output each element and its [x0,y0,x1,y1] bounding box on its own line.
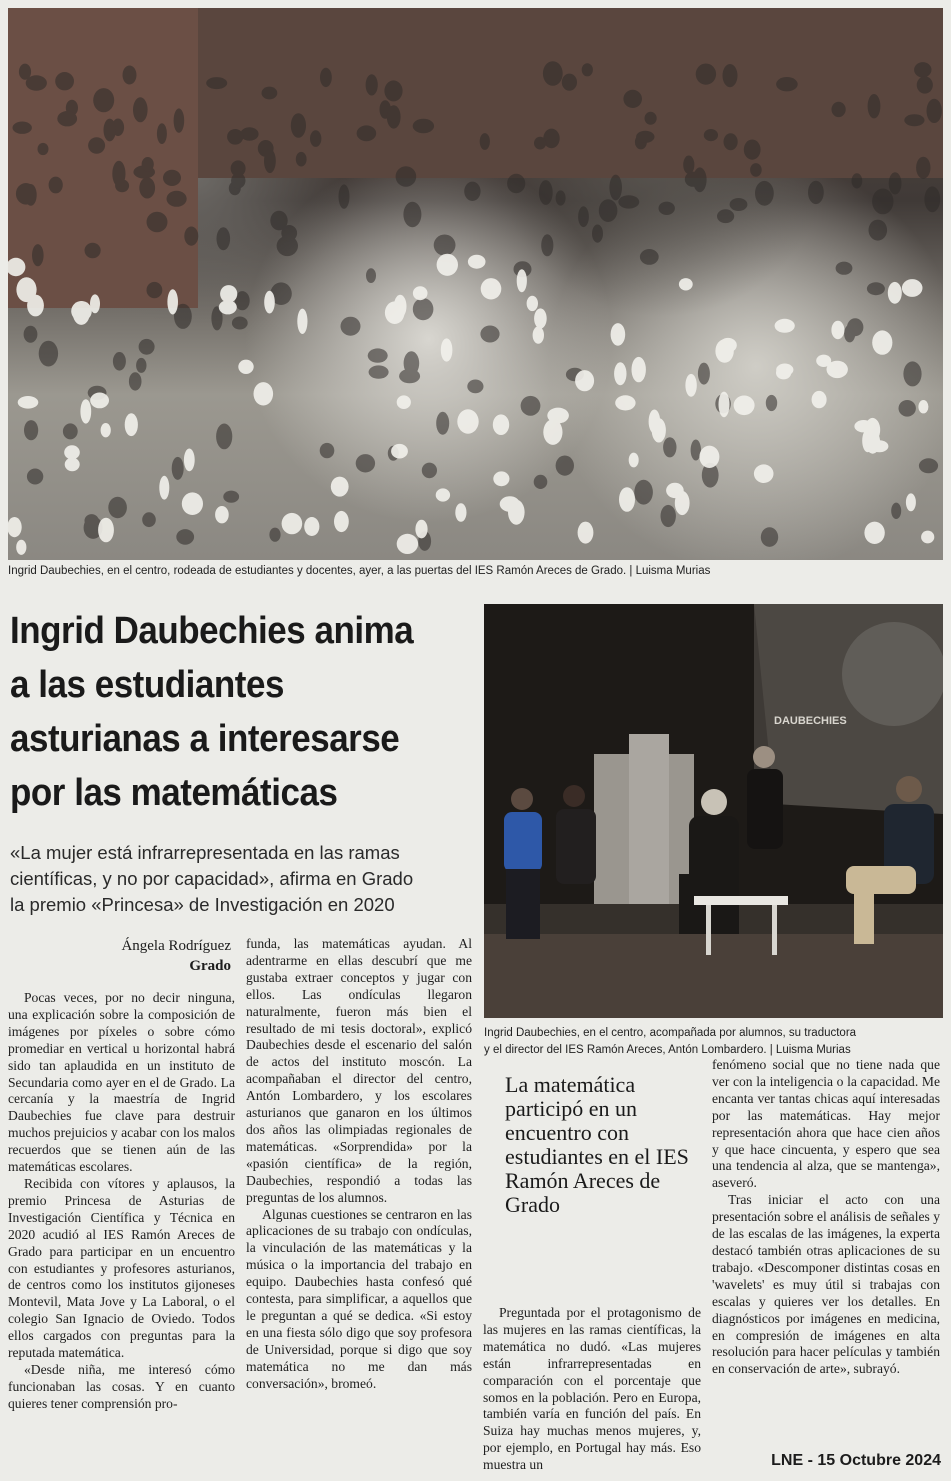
crowd-head [320,443,335,458]
crowd-head [614,362,626,385]
stage-photo-caption [484,1025,943,1059]
stage-photo-credit: | Luisma Murias [769,1044,851,1056]
crowd-photo [8,8,943,560]
top-photo-caption [8,565,710,577]
crowd-head [464,182,480,201]
crowd-head [919,458,938,473]
crowd-head [508,500,525,525]
crowd-head [65,458,80,472]
article-column-4 [712,1057,940,1378]
crowd-head [480,326,499,343]
crowd-head [18,396,39,409]
crowd-head [142,512,156,527]
crowd-head [775,319,795,333]
crowd-head [310,130,321,147]
crowd-head [291,113,306,138]
crowd-head [341,317,361,336]
crowd-head [888,282,902,304]
crowd-head [609,175,622,201]
crowd-head [766,395,777,411]
col3-paragraph-1: Preguntada por el protagonismo de las mujeres en las ramas científicas, la matemática no dudó. «Las mujeres están infrarrepresentadas en comparación con el porcentaje que somos en la población. Pero en Europa, también varía en función del país. En Suiza hay muchas menos mujeres, y, por ejemplo, en Portugal hay más. Eso muestra un [483,1305,701,1473]
crowd-head [776,77,798,91]
crowd-head [262,87,278,100]
crowd-head [167,191,187,207]
crowd-head [8,517,22,537]
crowd-head [184,227,198,246]
crowd-head [73,301,90,325]
crowd-head [615,395,635,410]
crowd-head [715,339,733,363]
crowd-head [924,186,940,212]
crowd-head [369,365,389,378]
headline-line-1: Ingrid Daubechies anima [10,610,414,652]
crowd-head [640,249,659,265]
crowd-head [723,64,738,87]
crowd-head [724,133,738,150]
subhead-line-3: la premio «Princesa» de Investigación en 2020 [10,894,395,915]
crowd-head [541,234,553,256]
crowd-head [659,202,675,215]
crowd-head [744,140,761,160]
crowd-head [415,520,427,539]
crowd-head [356,454,375,472]
crowd-head [304,517,319,536]
crowd-head [264,149,276,173]
crowd-head [147,212,168,233]
crowd-head [618,195,639,208]
crowd-head [906,493,916,511]
crowd-head [539,180,553,205]
crowd-head [413,286,428,300]
crowd-head [493,414,509,435]
crowd-head [422,463,437,479]
col1-paragraph-2: Recibida con vítores y aplausos, la premio Princesa de Asturias de Investigación Científica y Técnica en 2020 acudió al IES Ramón Areces de Grado para participar en un encuentro con estudiantes y profesores asturianos, de centros como los institutos gijoneses Montevil, Mata Jove y La Laboral, o el colegio San Ignacio de Oviedo. Todos ellos cargados con preguntas para la reputada matemática. [8,1175,235,1361]
top-photo-caption-text: Ingrid Daubechies, en el centro, rodeada de estudiantes y docentes, ayer, a las puertas del IES Ramón Areces de Grado. [8,565,627,577]
crowd-head [533,326,544,343]
crowd-head [147,282,163,298]
crowd-head [698,363,710,385]
crowd-head [623,90,642,108]
col1-paragraph-1: Pocas veces, por no decir ninguna, una explicación sobre la composición de imágenes por píxeles o sobre cómo promediar en vertical u horizontal habrá sido tan aplaudida en un instituto de Secundaria como ayer en el de Grado. La cercanía y la maestría de Ingrid Daubechies fue clave para destruir muchos prejuicios y acabar con los malos recuerdos que se tienen aún de las matemáticas escolares. [8,990,235,1175]
crowd-head [543,61,563,86]
crowd-head [578,522,594,544]
crowd-head [467,380,483,394]
screen-text: DAUBECHIES [774,715,847,727]
crowd-head [699,446,719,468]
headline [10,604,442,820]
crowd-head [331,477,349,497]
crowd-head [98,518,114,543]
crowd-head [816,355,831,367]
crowd-head [39,341,58,367]
crowd-head [80,399,91,423]
crowd-head [534,308,547,328]
col2-paragraph-2: Algunas cuestiones se centraron en las aplicaciones de su trabajo con ondículas, la vinculación de las matemáticas y la música o la importancia del trabajo en equipo. Daubechies hasta confesó qué contesta, para simplificar, a aquellos que le preguntan a qué se dedica. «Si estoy en una fiesta sólo digo que soy profesora de Universidad, porque si digo que soy matemática no me dan más conversación», bromeó. [246,1206,472,1391]
crowd-head [366,268,376,283]
crowd-head [434,235,456,256]
crowd-head [223,491,239,503]
article-column-3 [483,1305,701,1474]
crowd-head [88,137,105,154]
article-column-1 [8,990,235,1413]
crowd-head [281,225,297,241]
crowd-head [868,94,881,118]
crowd-head [685,172,701,187]
crowd-head [543,419,562,445]
crowd-head [889,172,902,194]
crowd-head [696,64,716,85]
crowd-head [556,456,574,476]
crowd-head [90,294,100,313]
crowd-head [917,76,933,93]
crowd-head [232,317,248,330]
crowd-head [64,445,80,459]
crowd-head [357,125,377,141]
crowd-head [49,177,63,194]
crowd-head [927,99,942,123]
crowd-head [632,357,646,382]
crowd-head [254,382,274,405]
crowd-head [457,409,478,433]
crowd-head [527,296,538,311]
crowd-head [282,513,303,534]
crowd-head [493,471,509,486]
stage-caption-line-1: Ingrid Daubechies, en el centro, acompañada por alumnos, su traductora [484,1027,857,1039]
crowd-head [93,88,114,112]
crowd-head [455,503,466,522]
crowd-head [176,529,194,545]
crowd-head [556,190,566,205]
crowd-head [902,279,923,297]
crowd-head [436,488,450,501]
crowd-head [296,152,307,167]
crowd-head [413,119,434,134]
crowd-head [184,449,195,472]
crowd-head [836,262,853,275]
crowd-head [174,108,185,132]
crowd-head [864,522,884,544]
crowd-head [368,348,388,362]
crowd-head [397,534,418,554]
crowd-head [238,360,253,374]
crowd-head [869,220,888,241]
crowd-head [517,269,527,292]
crowd-head [918,400,928,413]
stage-caption-line-2: y el director del IES Ramón Areces, Antón Lombardero. [484,1044,767,1056]
crowd-head [264,291,275,314]
crowd-head [182,492,203,515]
crowd-head [108,497,127,518]
byline-author: Ángela Rodríguez [121,938,231,954]
crowd-head [26,75,47,90]
crowd-head [215,506,229,523]
crowd-head [666,483,684,498]
crowd-head [755,181,774,206]
crowd-head [776,364,793,376]
crowd-head [599,199,618,222]
crowd-head [719,392,730,418]
crowd-head [582,63,593,76]
crowd-head [730,198,748,211]
crowd-head [16,277,36,302]
crowd-head [159,476,169,500]
crowd-head [854,420,872,432]
crowd-head [104,119,116,142]
crowd-head [645,112,657,125]
crowd-head [57,111,77,126]
crowd-head [85,243,101,258]
crowd-head [679,278,693,290]
crowd-head [634,480,653,505]
crowd-head [16,540,26,555]
crowd-head [611,323,626,346]
crowd-head [167,289,178,314]
crowd-head [139,339,155,355]
crowd-head [240,127,258,141]
crowd-head [916,157,930,179]
crowd-head [217,227,231,250]
crowd-head [534,137,546,150]
crowd-head [481,278,502,299]
crowd-head [761,527,778,547]
crowd-head [636,131,654,143]
crowd-head [534,475,548,489]
col2-paragraph-1: funda, las matemáticas ayudan. Al adentrarme en ellas descubrí que me gustaba extraer conceptos y jugar con ellos. Las ondículas llegaron naturalmente, fueron más bien el resultado de mi tesis doctoral», explicó Daubechies desde el escenario del salón de actos del instituto moscón. La acompañaban el director del centro, Antón Lombardero, y los escolares asturianos que ganaron en los últimos dos años las olimpiadas regionales de matemáticas. «Sorprendida» por la «pasión científica» de la región, Daubechies, respondió a todas las preguntas de los alumnos. [246,936,472,1205]
subheadline [10,840,480,918]
crowd-head [468,255,486,269]
headline-line-3: asturianas a interesarse [10,718,400,760]
crowd-head [480,133,490,150]
crowd-head [507,174,525,194]
crowd-head [629,453,639,468]
crowd-head [24,326,38,343]
crowd-head [220,285,237,303]
crowd-head [136,358,146,373]
crowd-head [437,254,458,276]
crowd-head [297,309,307,334]
crowd-head [172,457,184,480]
crowd-head [163,170,181,186]
crowd-head [619,487,635,512]
crowd-head [521,396,541,416]
crowd-head [403,202,421,227]
col4-paragraph-2: Tras iniciar el acto con una presentación sobre el análisis de señales y de las escalas de las imágenes, la experta destacó también otras aplicaciones de su trabajo. «Descomponer distintas cosas en 'wavelets' es muy útil si trabajas con escalas y quieres ver los detalles. En diagnósticos por imágenes en medicina, en compresión de imágenes en alta resolución para hacer películas y también en conservación de arte», subrayó. [712,1192,940,1377]
crowd-head [27,469,43,485]
col1-paragraph-3: «Desde niña, me interesó cómo funcionaban las cosas. Y en cuanto quieres tener comprensión pro- [8,1361,235,1411]
crowd-head [142,157,154,172]
stage-photo [484,604,943,1018]
headline-line-4: por las matemáticas [10,772,338,814]
crowd-head [717,209,734,223]
crowd-head [562,74,577,91]
crowd-photo-illustration [8,8,943,560]
crowd-head [704,129,718,141]
crowd-head [320,68,332,87]
byline-place: Grado [189,958,231,974]
crowd-head [441,338,453,361]
publication-date-footer: LNE - 15 Octubre 2024 [771,1452,941,1469]
crowd-head [397,395,411,409]
crowd-head [227,129,243,145]
crowd-head [231,160,246,176]
crowd-head [385,301,405,324]
crowd-head [339,184,350,208]
crowd-head [812,391,827,408]
article-column-2 [246,936,472,1392]
crowd-head [872,189,893,215]
crowd-head [391,444,408,459]
crowd-head [125,413,138,436]
crowd-head [683,156,694,174]
crowd-head [652,418,666,442]
crowd-head [32,244,44,266]
crowd-head [436,412,449,435]
crowd-head [832,102,846,117]
crowd-head [334,511,349,532]
crowd-head [139,177,155,198]
crowd-head [206,77,227,89]
crowd-head [852,173,863,188]
subhead-line-1: «La mujer está infrarrepresentada en las ramas [10,842,400,863]
crowd-head [216,424,232,450]
crowd-head [891,503,901,519]
crowd-head [844,325,855,343]
crowd-head [734,396,755,416]
crowd-head [663,437,676,457]
crowd-head [867,282,885,295]
stage-photo-illustration [484,604,943,1018]
pull-quote: La matemática participó en un encuentro con estudiantes en el IES Ramón Areces de Grado [505,1072,689,1217]
crowd-head [112,161,125,187]
crowd-head [129,372,142,390]
crowd-head [101,423,111,437]
crowd-head [384,80,402,101]
crowd-head [396,166,417,187]
crowd-head [862,429,873,452]
crowd-head [387,105,401,128]
crowd-head [38,143,49,155]
crowd-head [592,225,603,243]
crowd-head [399,369,420,383]
crowd-head [24,420,38,440]
crowd-head [16,183,36,205]
crowd-head [750,163,762,177]
crowd-head [133,97,148,122]
top-photo-credit: | Luisma Murias [629,565,711,577]
crowd-head [754,464,774,483]
crowd-head [808,181,824,204]
crowd-head [578,206,589,227]
crowd-head [13,122,32,134]
crowd-head [269,528,280,542]
crowd-head [899,400,916,417]
crowd-head [904,114,924,126]
crowd-head [157,123,167,144]
crowd-head [413,298,434,320]
subhead-line-2: científicas, y no por capacidad», afirma en Grado [10,868,414,889]
crowd-head [123,66,137,85]
crowd-head [872,330,892,354]
crowd-head [575,370,594,391]
crowd-head [63,423,78,439]
crowd-head [90,393,109,409]
col4-paragraph-1: fenómeno social que no tiene nada que ver con la inteligencia o la capacidad. Me encanta ver tantas chicas aquí interesadas por las matemáticas. Hay mejor representación ahora que hace cien años y que hace cincuenta, y espero que sea una tendencia al alza, que se mantenga», aseveró. [712,1057,940,1191]
crowd-head [366,74,378,95]
crowd-head [55,72,74,90]
crowd-head [914,62,931,77]
byline [121,936,231,976]
headline-line-2: a las estudiantes [10,664,284,706]
crowd-head [661,505,676,527]
crowd-head [113,352,126,371]
crowd-head [903,361,921,386]
crowd-head [831,321,844,339]
crowd-head [921,531,934,544]
crowd-head [685,374,696,397]
